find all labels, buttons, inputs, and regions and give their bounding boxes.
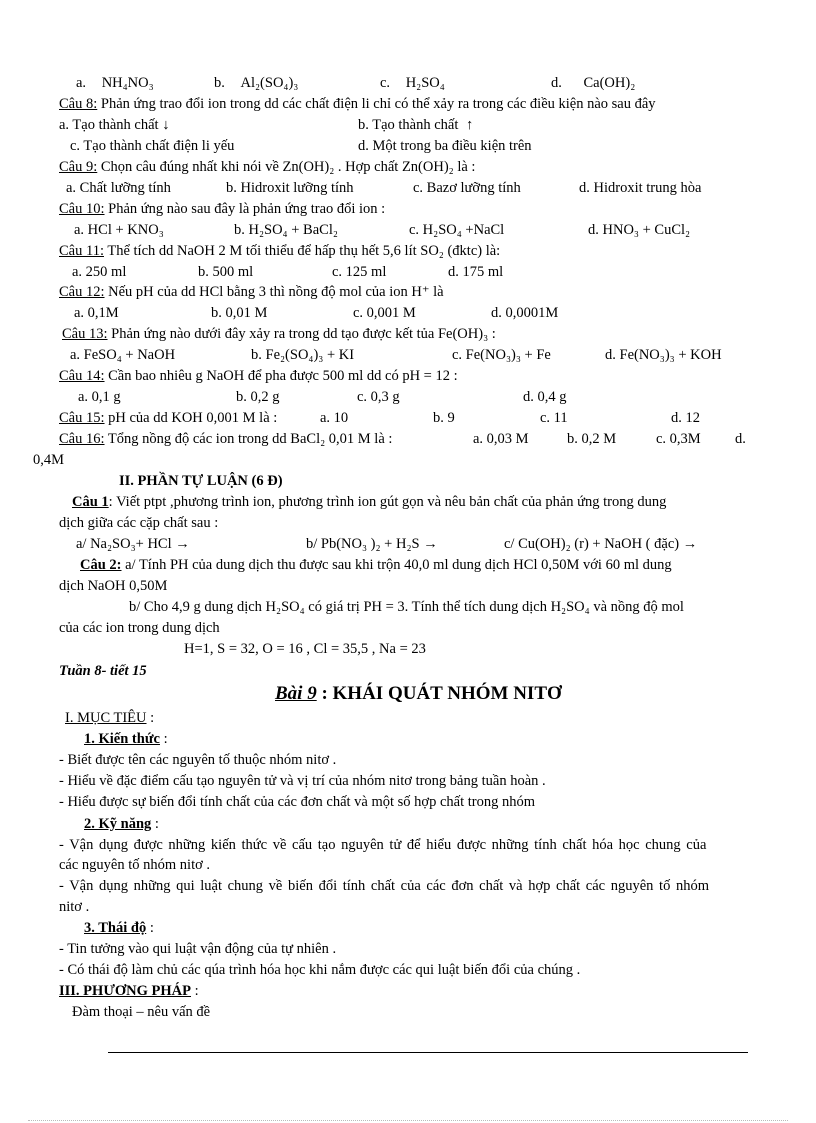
colon: : <box>146 920 154 936</box>
subsection-skills <box>84 815 159 833</box>
q16-option-d: d. <box>735 431 746 447</box>
q15-option-a: a. 10 <box>320 410 349 426</box>
q9-option-c: c. Bazơ lưỡng tính <box>413 180 521 196</box>
q8-option-c: c. Tạo thành chất điện li yếu <box>70 138 235 154</box>
q14-option-b: b. 0,2 g <box>236 389 280 405</box>
colon: : <box>151 816 159 832</box>
knowledge-item-3: - Hiểu được sự biến đổi tính chất của các đơn chất và một số hợp chất trong nhóm <box>59 794 536 810</box>
q16-option-a: a. 0,03 M <box>473 431 529 447</box>
q7-option-d <box>551 74 635 92</box>
q15-option-d: d. 12 <box>671 410 700 426</box>
section-method <box>59 982 199 1000</box>
subsection-knowledge <box>84 730 168 748</box>
page-bottom-edge <box>28 1120 788 1121</box>
subsection-heading: 3. Thái độ <box>84 920 147 936</box>
question-text: Chọn câu đúng nhất khi nói về Zn(OH)₂ . Hợp chất Zn(OH)₂ là : <box>97 159 476 175</box>
q10-option-d: d. HNO₃ + CuCl₂ <box>588 222 691 238</box>
question-text: Cần bao nhiêu g NaOH để pha được 500 ml dd có pH = 12 : <box>104 368 458 384</box>
q10-option-c: c. H₂SO₄ +NaCl <box>409 222 505 238</box>
q12-option-c: c. 0,001 M <box>353 305 416 321</box>
q9-option-d: d. Hidroxit trung hòa <box>579 180 702 196</box>
option-text: b. Tạo thành chất <box>358 117 459 133</box>
essay-q2-cont: dịch NaOH 0,50M <box>59 578 168 594</box>
lesson-name: : KHÁI QUÁT NHÓM NITƠ <box>316 683 562 704</box>
q16-option-c: c. 0,3M <box>656 431 701 447</box>
question-label: Câu 14: <box>59 368 105 384</box>
q10-option-a: a. HCl + KNO₃ <box>74 222 164 238</box>
question-text: Thể tích dd NaOH 2 M tối thiểu để hấp thụ hết 5,6 lít SO₂ (đktc) là: <box>103 243 501 259</box>
q7-option-c <box>380 74 445 92</box>
q13-option-a: a. FeSO₄ + NaOH <box>70 347 176 363</box>
colon: : <box>159 731 168 747</box>
question-13 <box>62 325 496 343</box>
option-value: H₂SO₄ <box>405 75 445 91</box>
q8-option-d: d. Một trong ba điều kiện trên <box>358 138 532 154</box>
attitude-item-2: - Có thái độ làm chủ các qúa trình hóa học khi nắm được các qui luật biến đổi của chúng . <box>59 962 581 978</box>
question-9 <box>59 158 475 176</box>
q11-option-d: d. 175 ml <box>448 264 504 280</box>
q13-option-d: d. Fe(NO₃)₃ + KOH <box>605 347 722 363</box>
question-10 <box>59 200 385 218</box>
q9-option-b: b. Hidroxit lưỡng tính <box>226 180 354 196</box>
question-text: Tổng nồng độ các ion trong dd BaCl₂ 0,01 M là : <box>104 431 393 447</box>
atomic-masses: H=1, S = 32, O = 16 , Cl = 35,5 , Na = 23 <box>184 641 426 657</box>
question-14 <box>59 367 458 385</box>
option-letter: b. <box>214 75 225 91</box>
skills-item-2: - Vận dụng những qui luật chung về biến đổi tính chất của các đơn chất và hợp chất các nguyên tố nhóm <box>59 878 709 894</box>
essay-q2-b-cont: của các ion trong dung dịch <box>59 620 220 636</box>
essay-q1-a: a/ Na₂SO₃+ HCl → <box>76 536 190 552</box>
question-text: : Viết ptpt ,phương trình ion, phương trình ion gút gọn và nêu bản chất của phản ứng trong dung <box>108 494 667 510</box>
question-16 <box>59 430 392 448</box>
subsection-heading: 2. Kỹ năng <box>84 816 152 832</box>
skills-item-1-cont: các nguyên tố nhóm nitơ . <box>59 857 211 873</box>
q10-option-b: b. H₂SO₄ + BaCl₂ <box>234 222 338 238</box>
essay-q1-cont: dịch giữa các cặp chất sau : <box>59 515 219 531</box>
option-value: NH₄NO₃ <box>101 75 154 91</box>
q7-option-a <box>76 74 154 92</box>
q14-option-d: d. 0,4 g <box>523 389 567 405</box>
option-value: Al₂(SO₄)₃ <box>240 75 299 91</box>
section-heading: III. PHƯƠNG PHÁP <box>59 983 191 999</box>
attitude-item-1: - Tin tưởng vào qui luật vận động của tự nhiên . <box>59 941 337 957</box>
essay-q2-b: b/ Cho 4,9 g dung dịch H₂SO₄ có giá trị PH = 3. Tính thể tích dung dịch H₂SO₄ và nồng độ mol <box>129 599 684 615</box>
q14-option-c: c. 0,3 g <box>357 389 400 405</box>
option-letter: d. <box>551 75 562 91</box>
week-label: Tuần 8- tiết 15 <box>59 663 147 679</box>
question-text: pH của dd KOH 0,001 M là : <box>104 410 278 426</box>
knowledge-item-1: - Biết được tên các nguyên tố thuộc nhóm nitơ . <box>59 752 337 768</box>
footer-divider <box>108 1052 748 1053</box>
q11-option-a: a. 250 ml <box>72 264 127 280</box>
essay-q1-c: c/ Cu(OH)₂ (r) + NaOH ( đặc) → <box>504 536 698 552</box>
q9-option-a: a. Chất lưỡng tính <box>66 180 171 196</box>
question-label: Câu 1 <box>72 494 109 510</box>
question-label: Câu 8: <box>59 96 98 112</box>
question-label: Câu 10: <box>59 201 105 217</box>
question-label: Câu 13: <box>62 326 108 342</box>
option-letter: a. <box>76 75 87 91</box>
q11-option-c: c. 125 ml <box>332 264 387 280</box>
up-arrow-icon: ↑ <box>466 117 474 133</box>
option-text: a. Tạo thành chất <box>59 117 159 133</box>
q13-option-b: b. Fe₂(SO₄)₃ + KI <box>251 347 355 363</box>
down-arrow-icon: ↓ <box>162 117 170 133</box>
question-12 <box>59 283 444 301</box>
colon: : <box>146 710 155 726</box>
q12-option-d: d. 0,0001M <box>491 305 559 321</box>
question-text: Phản ứng nào sau đây là phản ứng trao đổi ion : <box>104 201 386 217</box>
question-label: Câu 12: <box>59 284 105 300</box>
q16-option-d-value: 0,4M <box>33 452 65 468</box>
question-text: Nếu pH của dd HCl bằng 3 thì nồng độ mol của ion H⁺ là <box>104 284 444 300</box>
subsection-heading: 1. Kiến thức <box>84 731 160 747</box>
skills-item-1: - Vận dụng được những kiến thức về cấu tạo nguyên tử để hiểu được những tính chất hóa học chung của <box>59 837 707 853</box>
essay-q1-b: b/ Pb(NO₃ )₂ + H₂S → <box>306 536 438 552</box>
skills-item-2-cont: nitơ . <box>59 899 90 915</box>
q7-option-b <box>214 74 298 92</box>
question-8 <box>59 95 656 113</box>
question-label: Câu 9: <box>59 159 98 175</box>
question-label: Câu 11: <box>59 243 104 259</box>
section-objectives <box>65 709 154 727</box>
part2-heading: II. PHẦN TỰ LUẬN (6 Đ) <box>119 473 283 489</box>
q13-option-c: c. Fe(NO₃)₃ + Fe <box>452 347 551 363</box>
q11-option-b: b. 500 ml <box>198 264 254 280</box>
q8-option-a <box>59 116 169 134</box>
q12-option-a: a. 0,1M <box>74 305 119 321</box>
lesson-number: Bài 9 <box>275 683 317 704</box>
option-letter: c. <box>380 75 391 91</box>
question-11 <box>59 242 500 260</box>
question-label: Câu 16: <box>59 431 105 447</box>
colon: : <box>190 983 199 999</box>
question-15 <box>59 409 277 427</box>
q15-option-b: b. 9 <box>433 410 455 426</box>
lesson-title <box>275 685 562 703</box>
q14-option-a: a. 0,1 g <box>78 389 121 405</box>
essay-q2 <box>80 556 672 574</box>
q16-option-b: b. 0,2 M <box>567 431 617 447</box>
question-label: Câu 2: <box>80 557 122 573</box>
question-label: Câu 15: <box>59 410 105 426</box>
essay-q1 <box>72 493 666 511</box>
question-text: Phản ứng trao đổi ion trong dd các chất điện li chỉ có thể xảy ra trong các điều kiện nào sau đây <box>97 96 656 112</box>
section-heading: I. MỤC TIÊU <box>65 710 147 726</box>
question-text: a/ Tính PH của dung dịch thu được sau khi trộn 40,0 ml dung dịch HCl 0,50M với 60 ml dung <box>121 557 672 573</box>
q12-option-b: b. 0,01 M <box>211 305 268 321</box>
method-item-1: Đàm thoại – nêu vấn đề <box>72 1004 211 1020</box>
q15-option-c: c. 11 <box>540 410 568 426</box>
q8-option-b <box>358 116 473 134</box>
question-text: Phản ứng nào dưới đây xảy ra trong dd tạo được kết tủa Fe(OH)₃ : <box>107 326 496 342</box>
subsection-attitude <box>84 919 154 937</box>
option-value: Ca(OH)₂ <box>583 75 636 91</box>
knowledge-item-2: - Hiểu về đặc điểm cấu tạo nguyên tử và vị trí của nhóm nitơ trong bảng tuần hoàn . <box>59 773 546 789</box>
